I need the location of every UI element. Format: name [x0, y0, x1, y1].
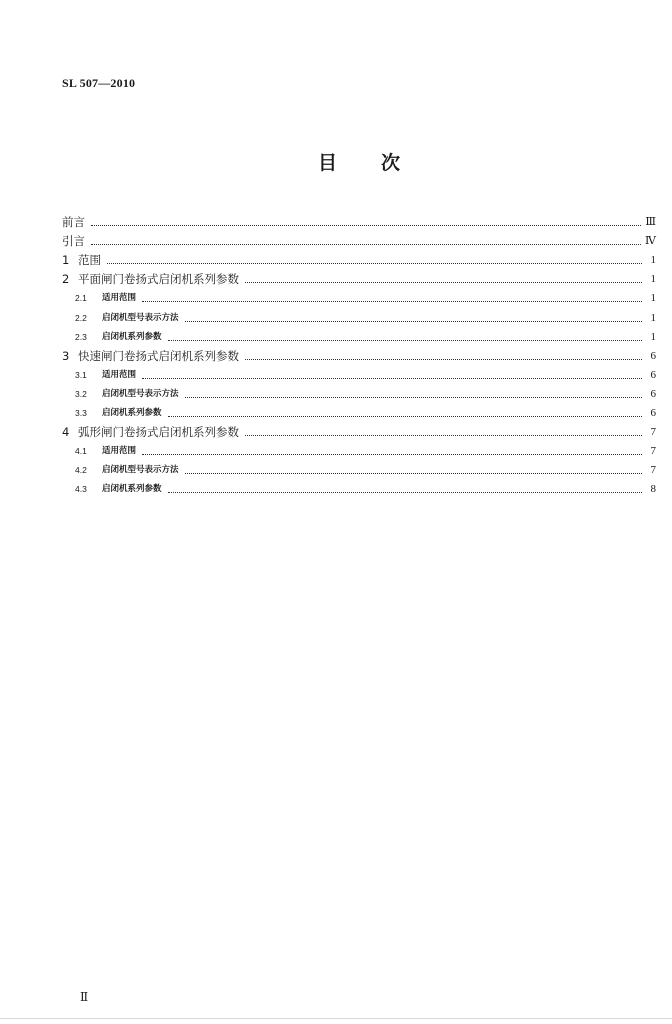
toc-entry-page: 8 [650, 483, 656, 496]
toc-entry-page: 1 [650, 330, 656, 343]
toc-entry[interactable] [62, 382, 656, 401]
toc-entry[interactable] [62, 344, 656, 363]
toc-entry-page: 7 [650, 445, 656, 458]
toc-entry-page: 6 [650, 368, 656, 381]
toc-dot-leader [245, 435, 642, 436]
toc-entry-page: 7 [650, 464, 656, 477]
toc-entry-number: 4 [62, 425, 70, 440]
toc-entry-number: 4.3 [75, 484, 87, 495]
toc-dot-leader [185, 473, 642, 474]
toc-dot-leader [168, 340, 642, 341]
toc-entry-number: 3 [62, 348, 70, 363]
toc-entry[interactable] [62, 305, 656, 324]
toc-entry[interactable] [62, 439, 656, 458]
table-of-contents [62, 210, 656, 496]
toc-entry-label: 启闭机型号表示方法 [102, 312, 179, 323]
toc-entry[interactable] [62, 401, 656, 420]
toc-entry-page: 6 [650, 407, 656, 420]
page-number: Ⅱ [80, 990, 89, 1004]
toc-entry-label: 弧形闸门卷扬式启闭机系列参数 [78, 425, 239, 440]
toc-entry[interactable] [62, 210, 656, 229]
toc-dot-leader [168, 492, 642, 493]
toc-entry-page: 6 [650, 387, 656, 400]
toc-entry-label: 适用范围 [102, 446, 137, 457]
toc-entry-number: 4.1 [75, 446, 87, 457]
toc-entry-page: 6 [650, 349, 656, 362]
toc-dot-leader [107, 263, 642, 264]
toc-entry[interactable] [62, 286, 656, 305]
toc-dot-leader [142, 454, 642, 455]
toc-dot-leader [185, 397, 642, 398]
toc-entry-label: 引言 [62, 234, 85, 249]
toc-entry[interactable] [62, 267, 656, 286]
toc-entry-number: 4.2 [75, 465, 87, 476]
toc-entry-label: 适用范围 [102, 369, 137, 380]
toc-entry-number: 2.1 [75, 293, 87, 304]
toc-entry[interactable] [62, 458, 656, 477]
toc-entry-page: 1 [650, 273, 656, 286]
toc-entry[interactable] [62, 229, 656, 248]
toc-dot-leader [245, 282, 642, 283]
toc-entry-label: 启闭机型号表示方法 [102, 388, 179, 399]
toc-dot-leader [91, 244, 641, 245]
toc-entry[interactable] [62, 248, 656, 267]
toc-entry-number: 1 [62, 253, 70, 268]
toc-dot-leader [142, 301, 642, 302]
toc-entry-label: 启闭机系列参数 [102, 331, 162, 342]
toc-entry-page: 1 [650, 311, 656, 324]
standard-code: SL 507—2010 [62, 76, 136, 90]
title-char: 目 [318, 152, 338, 174]
toc-entry-number: 2 [62, 272, 70, 287]
toc-entry[interactable] [62, 420, 656, 439]
toc-entry[interactable] [62, 325, 656, 344]
toc-entry-label: 平面闸门卷扬式启闭机系列参数 [78, 272, 239, 287]
toc-entry-page: 7 [650, 426, 656, 439]
toc-entry-page: Ⅲ [645, 216, 656, 229]
toc-entry-label: 启闭机系列参数 [102, 408, 162, 419]
toc-dot-leader [142, 378, 642, 379]
toc-entry-page: 1 [650, 254, 656, 267]
toc-dot-leader [91, 225, 641, 226]
page-title [318, 148, 400, 175]
toc-entry-page: Ⅳ [645, 235, 656, 248]
toc-dot-leader [245, 359, 642, 360]
toc-entry-number: 3.2 [75, 388, 87, 399]
title-char: 次 [381, 152, 401, 174]
toc-dot-leader [185, 321, 642, 322]
toc-entry-label: 启闭机系列参数 [102, 484, 162, 495]
toc-entry-number: 2.2 [75, 312, 87, 323]
toc-entry-number: 2.3 [75, 331, 87, 342]
toc-entry-number: 3.3 [75, 408, 87, 419]
toc-entry-label: 快速闸门卷扬式启闭机系列参数 [78, 348, 239, 363]
toc-dot-leader [168, 416, 642, 417]
toc-entry-number: 3.1 [75, 369, 87, 380]
toc-entry-page: 1 [650, 292, 656, 305]
toc-entry-label: 前言 [62, 215, 85, 230]
toc-entry[interactable] [62, 363, 656, 382]
toc-entry-label: 启闭机型号表示方法 [102, 465, 179, 476]
toc-entry-label: 范围 [78, 253, 101, 268]
toc-entry[interactable] [62, 477, 656, 496]
bottom-rule [0, 1018, 672, 1019]
toc-entry-label: 适用范围 [102, 293, 137, 304]
